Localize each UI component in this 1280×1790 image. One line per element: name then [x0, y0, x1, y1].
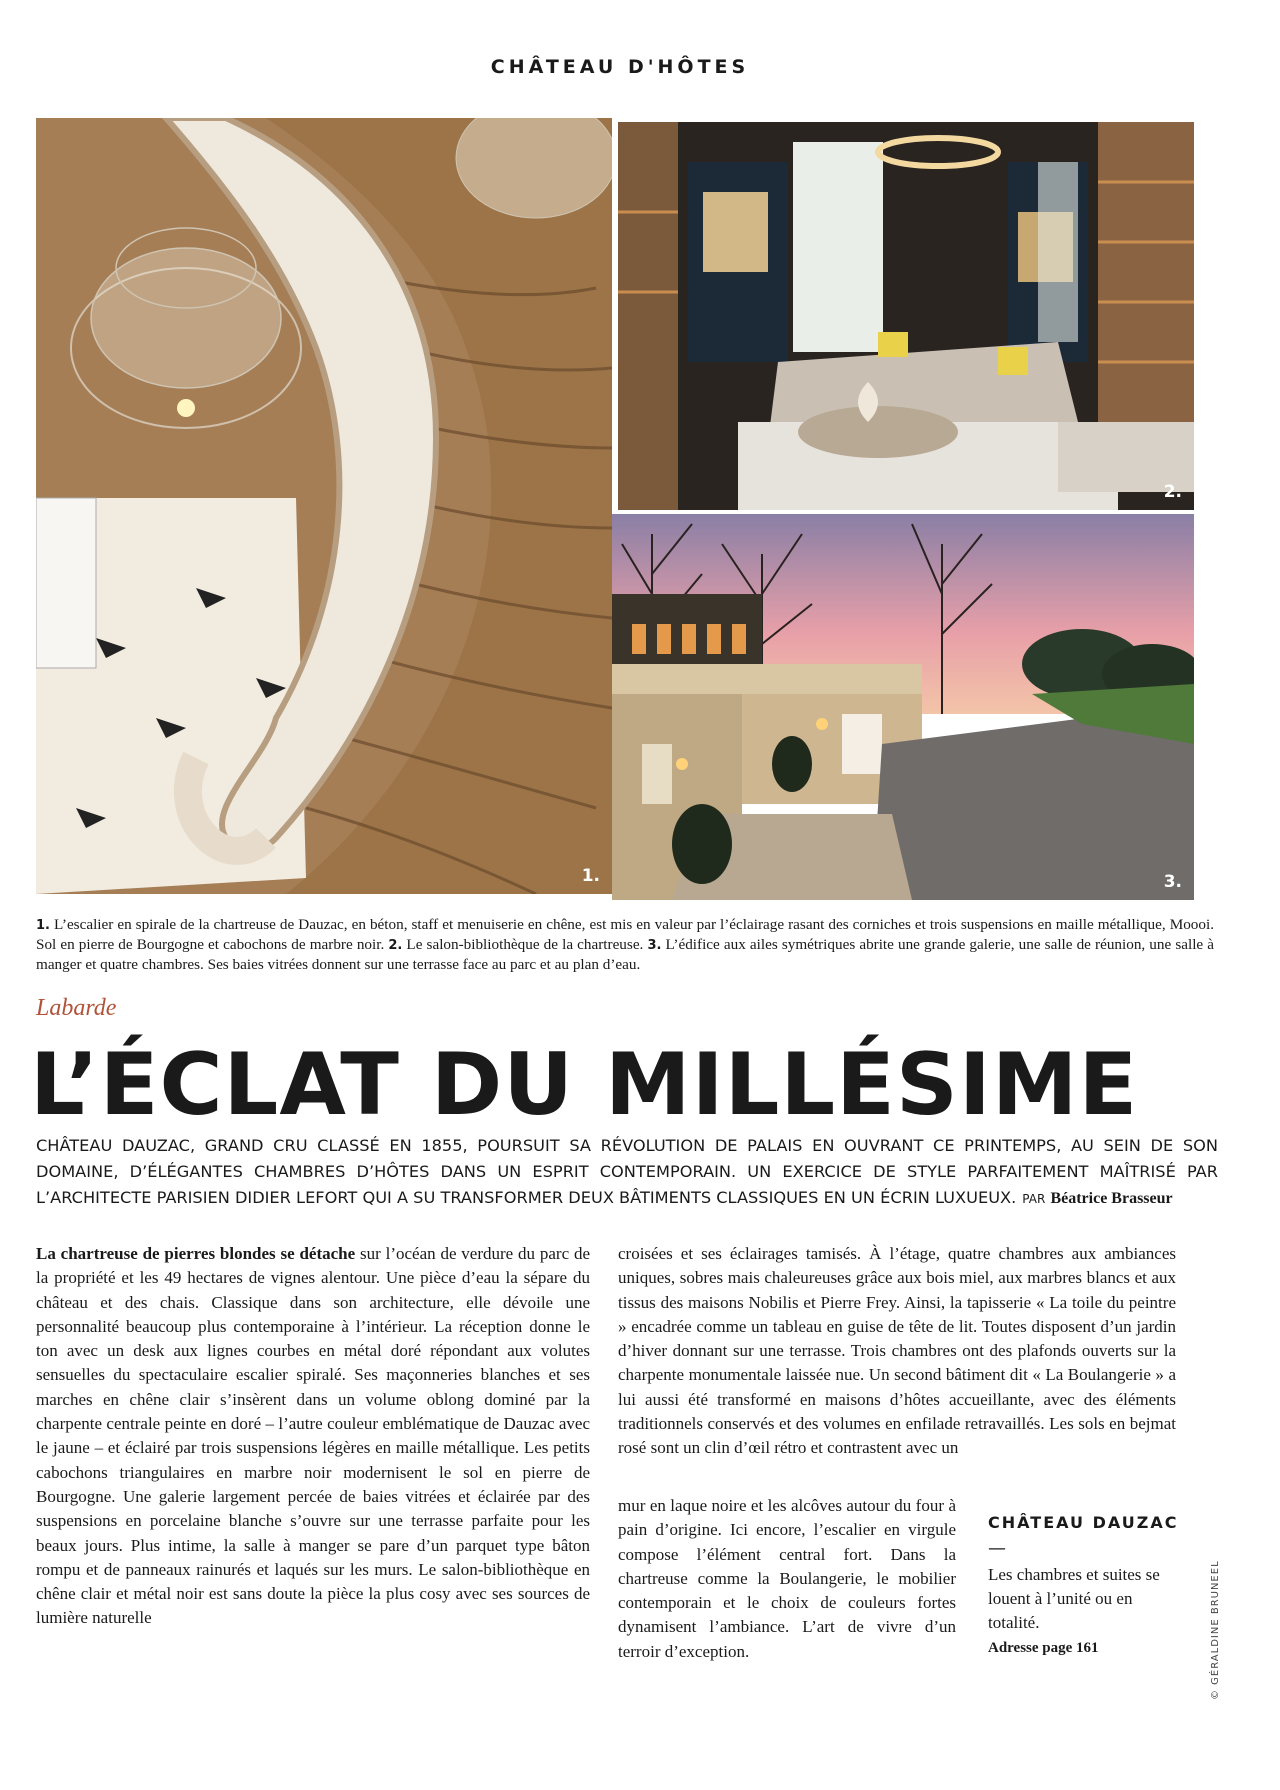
- caption-number: 1.: [36, 918, 50, 933]
- caption-number: 3.: [647, 938, 662, 953]
- article-lead: [36, 1133, 1218, 1212]
- caption-text: L’escalier en spirale de la chartreuse de Dauzac, en béton, staff et menuiserie en chêne, est mis en valeur par l’éclairage rasant des corniches et trois suspensions en maille métallique, Moooi. Sol en pierre de Bourgogne et cabochons de marbre noir.: [36, 916, 1214, 953]
- lead-text: CHÂTEAU DAUZAC, GRAND CRU CLASSÉ EN 1855, POURSUIT SA RÉVOLUTION DE PALAIS EN OUVRANT CE PRINTEMPS, AU SEIN DE SON DOMAINE, D’ÉLÉGANTES CHAMBRES D’HÔTES DANS UN ESPRIT CONTEMPORAIN. UN EXERCICE DE STYLE PARFAITEMENT MAÎTRISÉ PAR L’ARCHITECTE PARISIEN DIDIER LEFORT QUI A SU TRANSFORMER DEUX BÂTIMENTS CLASSIQUES EN UN ÉCRIN LUXUEUX.: [36, 1136, 1218, 1207]
- salon-illustration: [618, 122, 1194, 510]
- caption-text: Le salon-bibliothèque de la chartreuse.: [402, 936, 648, 953]
- caption-text: L’édifice aux ailes symétriques abrite une grande galerie, une salle de réunion, une salle à manger et quatre chambres. Ses baies vitrées donnent sur une terrasse face au parc et au plan d’eau.: [36, 936, 1214, 973]
- body-column-right-top: croisées et ses éclairages tamisés. À l’étage, quatre chambres aux ambiances uniques, sobres mais chaleureuses grâce aux bois miel, aux marbres blancs et aux tissus des maisons Nobilis et Pierre Frey. Ainsi, la tapisserie « La toile du peintre » encadrée comme un tableau en guise de tête de lit. Toutes disposent d’un jardin d’hiver donnant sur une terrasse. Trois chambres ont des plafonds ouverts sur la charpente monumentale laissée nue. Un second bâtiment dit « La Boulangerie » a lui aussi été transformé en maisons d’hôtes accueillante, avec des éléments traditionnels conservés et des volumes en enfilade retravaillés. Les sols en bejmat rosé sont un clin d’œil rétro et contrastent avec un: [618, 1244, 1176, 1458]
- body-lead-in: La chartreuse de pierres blondes se détache: [36, 1244, 356, 1263]
- photo-number: 1.: [581, 866, 600, 886]
- photo-exterior-dusk: [612, 514, 1194, 900]
- caption-number: 2.: [388, 938, 403, 953]
- location-kicker: Labarde: [36, 995, 117, 1021]
- sidebar-title: CHÂTEAU DAUZAC: [988, 1513, 1179, 1532]
- sidebar-text: Les chambres et suites se louent à l’unité ou en totalité.: [988, 1565, 1160, 1632]
- body-text: sur l’océan de verdure du parc de la propriété et les 49 hectares de vignes alentour. Une pièce d’eau la sépare du château et des chais. Classique dans son architecture, elle dévoile une personnalité beaucoup plus contemporaine à l’intérieur. La réception donne le ton avec un desk aux lignes courbes en métal doré répondant aux volutes sensuelles du spectaculaire escalier spiralé. Ses maçonneries blanches et ses marches en chêne clair s’insèrent dans un volume oblong dominé par la charpente centrale peinte en doré – l’autre couleur emblématique de Dauzac avec le jaune – et éclairé par trois suspensions légères en maille métallique. Les petits cabochons triangulaires en marbre noir modernisent le sol en pierre de Bourgogne. Une galerie largement percée de baies vitrées et éclairée par des suspensions en porcelaine blanche s’ouvre sur une terrasse parfaite pour les beaux jours. Plus intime, la salle à manger se pare d’un parquet type bâton rompu et de panneaux rainurés et laqués sur les murs. Le salon-bibliothèque en chêne clair et métal noir est sans doute la pièce la plus cosy avec ses sources de lumière naturelle: [36, 1244, 590, 1628]
- body-column-left: [36, 1242, 590, 1631]
- sidebar-divider: —: [988, 1538, 1006, 1559]
- photo-caption: [36, 915, 1214, 974]
- photo-credit: © GÉRALDINE BRUNEEL: [1210, 1560, 1221, 1700]
- photo-spiral-staircase: [36, 118, 612, 894]
- photo-number: 3.: [1163, 872, 1182, 892]
- body-column-right-bottom: mur en laque noire et les alcôves autour du four à pain d’origine. Ici encore, l’escalier en virgule compose l’élément central fort. Dans la chartreuse comme la Boulangerie, le mobilier contemporain et le choix de couleurs fortes dynamisent l’ambiance. L’art de vivre d’un terroir d’exception.: [618, 1496, 956, 1661]
- byline-author: Béatrice Brasseur: [1050, 1190, 1173, 1207]
- staircase-illustration: [36, 118, 612, 894]
- exterior-illustration: [612, 514, 1194, 900]
- photo-salon-bibliotheque: [618, 122, 1194, 510]
- article-headline: L’ÉCLAT DU MILLÉSIME: [30, 1035, 1139, 1135]
- byline-prefix: PAR: [1022, 1192, 1046, 1206]
- section-title: CHÂTEAU D'HÔTES: [490, 56, 750, 78]
- sidebar-address: Adresse page 161: [988, 1640, 1099, 1656]
- photo-number: 2.: [1163, 482, 1182, 502]
